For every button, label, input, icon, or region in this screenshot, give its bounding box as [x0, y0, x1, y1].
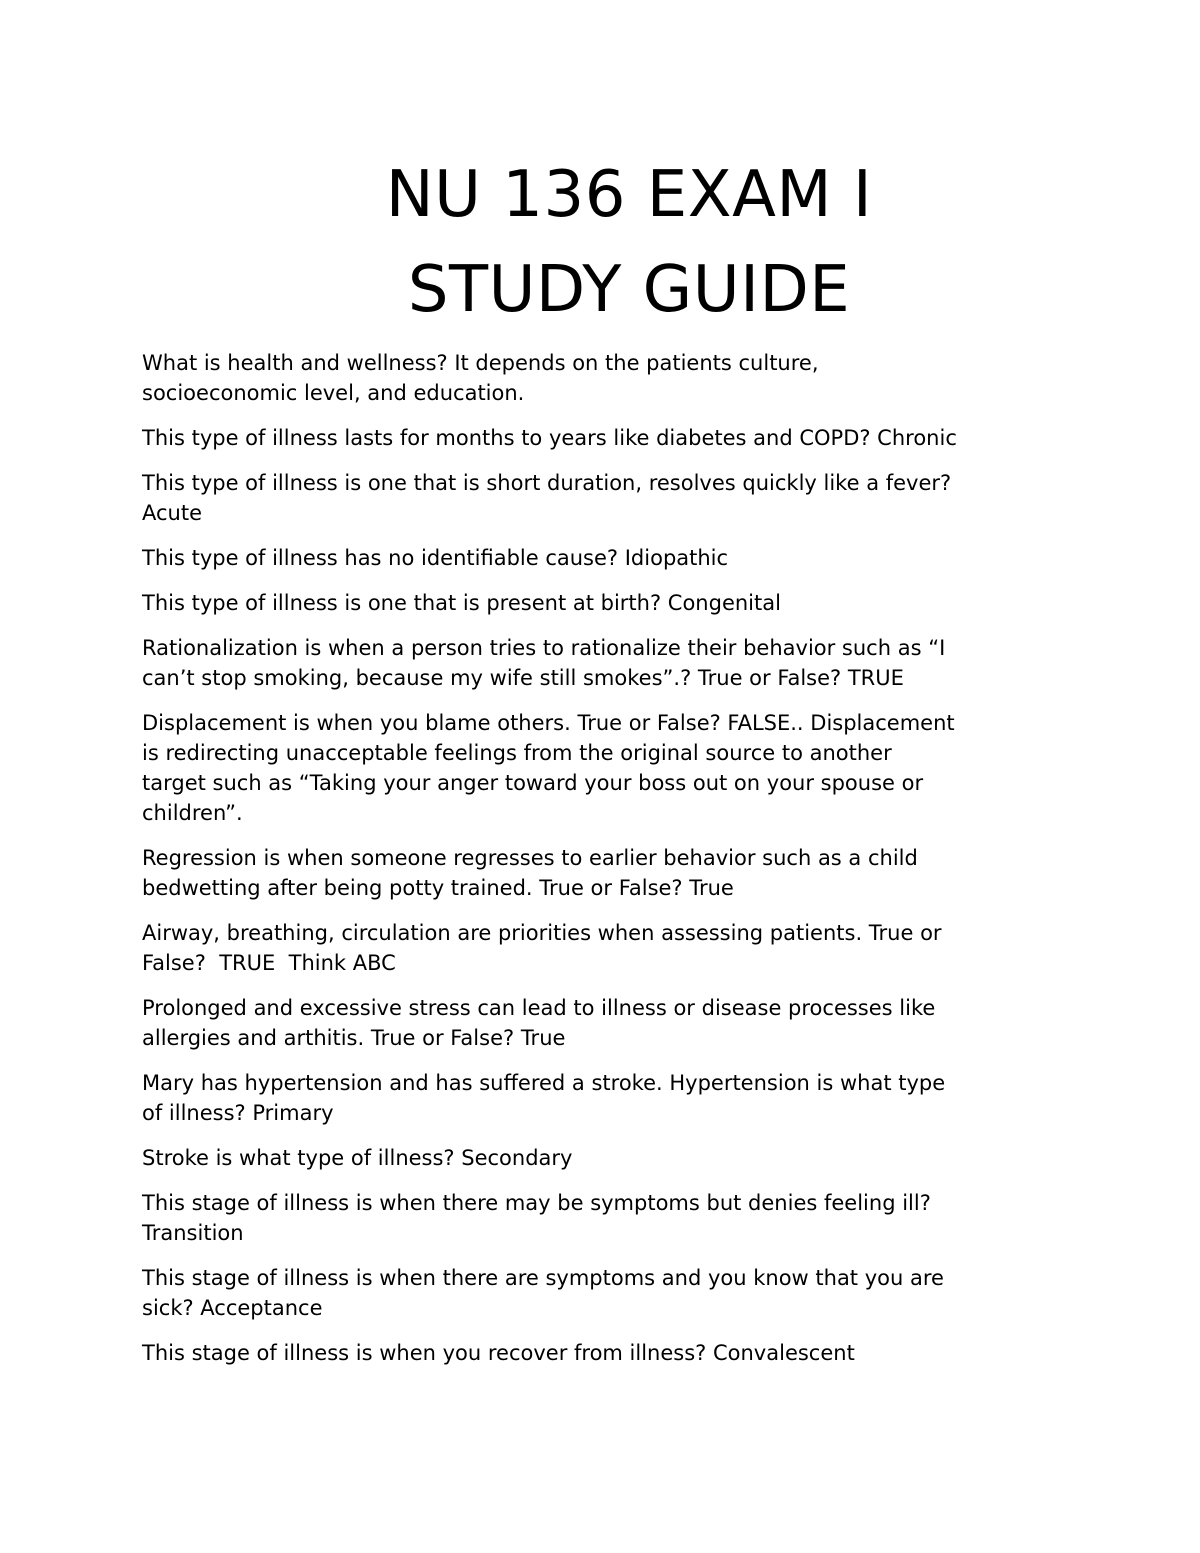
paragraph: [142, 1338, 1087, 1368]
paragraph: [142, 1188, 1087, 1248]
paragraph-line: This type of illness is one that is short duration, resolves quickly like a fever?: [142, 471, 952, 495]
paragraph: [142, 543, 1087, 573]
paragraph: [142, 843, 1087, 903]
title-line-2: STUDY GUIDE: [407, 253, 851, 327]
paragraph-line: of illness? Primary: [142, 1101, 334, 1125]
paragraph-line: Regression is when someone regresses to earlier behavior such as a child: [142, 846, 918, 870]
paragraph-line: Displacement is when you blame others. True or False? FALSE.. Displacement: [142, 711, 955, 735]
paragraph: [142, 588, 1087, 618]
paragraph-line: can’t stop smoking, because my wife still smokes”.? True or False? TRUE: [142, 666, 904, 690]
paragraph-line: children”.: [142, 801, 243, 825]
paragraph-line: False? TRUE Think ABC: [142, 951, 396, 975]
paragraph: [142, 468, 1087, 528]
paragraph-line: Airway, breathing, circulation are priorities when assessing patients. True or: [142, 921, 942, 945]
paragraph: [142, 633, 1087, 693]
paragraph: [142, 423, 1087, 453]
paragraph: [142, 1068, 1087, 1128]
paragraph: [142, 918, 1087, 978]
paragraph-line: What is health and wellness? It depends on the patients culture,: [142, 351, 819, 375]
paragraph: [142, 1263, 1087, 1323]
paragraph-line: This type of illness has no identifiable cause? Idiopathic: [142, 546, 729, 570]
paragraph-line: Prolonged and excessive stress can lead to illness or disease processes like: [142, 996, 936, 1020]
paragraph: [142, 1143, 1087, 1173]
paragraph-line: This stage of illness is when there are symptoms and you know that you are: [142, 1266, 944, 1290]
paragraph-line: Mary has hypertension and has suffered a stroke. Hypertension is what type: [142, 1071, 946, 1095]
paragraph-line: sick? Acceptance: [142, 1296, 323, 1320]
paragraph-line: This type of illness is one that is present at birth? Congenital: [142, 591, 781, 615]
title-line-1: NU 136 EXAM I: [385, 158, 873, 232]
paragraph-line: This type of illness lasts for months to years like diabetes and COPD? Chronic: [142, 426, 957, 450]
paragraph-line: Transition: [142, 1221, 244, 1245]
paragraph-line: socioeconomic level, and education.: [142, 381, 525, 405]
paragraph-line: Acute: [142, 501, 203, 525]
paragraph-line: Rationalization is when a person tries to rationalize their behavior such as “I: [142, 636, 946, 660]
paragraph-line: Stroke is what type of illness? Secondary: [142, 1146, 573, 1170]
paragraph-line: target such as “Taking your anger toward your boss out on your spouse or: [142, 771, 924, 795]
paragraph: [142, 348, 1087, 408]
document-body: [142, 348, 1087, 1383]
document-title: [0, 148, 1200, 338]
paragraph: [142, 993, 1087, 1053]
paragraph-line: bedwetting after being potty trained. True or False? True: [142, 876, 734, 900]
paragraph-line: allergies and arthitis. True or False? True: [142, 1026, 566, 1050]
paragraph: [142, 708, 1087, 828]
paragraph-line: This stage of illness is when there may be symptoms but denies feeling ill?: [142, 1191, 931, 1215]
paragraph-line: This stage of illness is when you recover from illness? Convalescent: [142, 1341, 855, 1365]
paragraph-line: is redirecting unacceptable feelings from the original source to another: [142, 741, 892, 765]
